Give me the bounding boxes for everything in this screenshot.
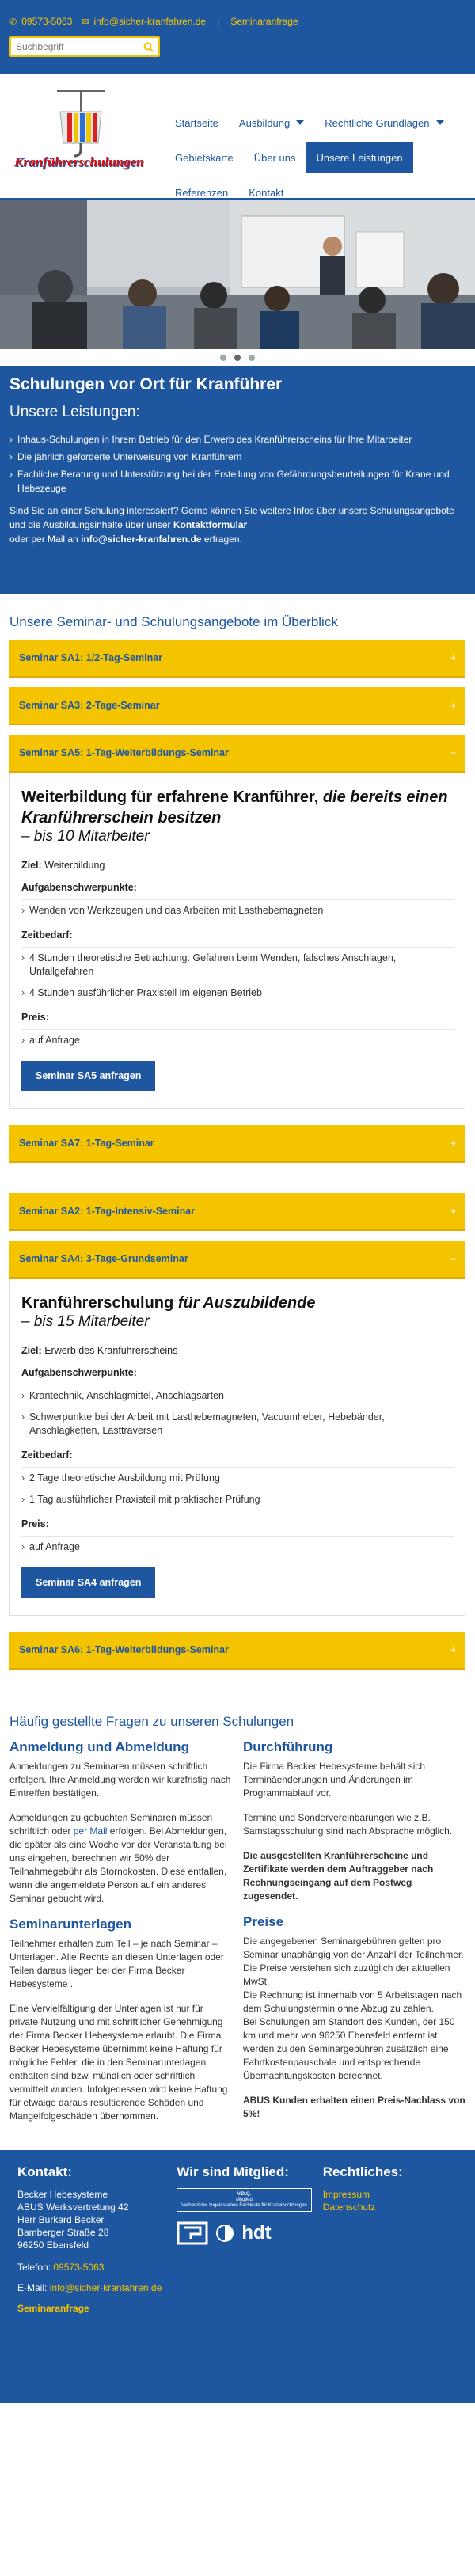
vdq-logo: V.D.Q. Mitglied Verband der zugelassenen Fachleute für Kraneinrichtungen (177, 2188, 311, 2212)
durchfuehrung-heading: Durchführung (243, 1739, 333, 1754)
plus-icon: + (450, 1206, 456, 1217)
footer-legal-title: Rechtliches: (322, 2164, 403, 2179)
sa5-aufgaben-list (21, 899, 454, 921)
accordion-sa4 (10, 1241, 466, 1616)
list-item: › auf Anfrage (21, 1030, 454, 1051)
mail-icon: ✉ (82, 17, 89, 27)
accordion-header-sa3[interactable]: Seminar SA3: 2-Tage-Seminar + (10, 687, 466, 725)
durchfuehrung-text-2: Termine und Sondervereinbarungen wie z.B. Samstagsschulung sind nach Absprache möglich. (243, 1812, 453, 1837)
site-footer (0, 2150, 475, 2403)
accordion-sa5 (10, 735, 466, 1109)
sa5-preis-label: Preis: (21, 1012, 49, 1023)
preise-text-2: Die Rechnung ist innerhalb von 5 Arbeitstagen nach dem Schulungstermin ohne Abzug zu zahlen. (243, 1989, 462, 2014)
accordion-body-sa5 (10, 773, 466, 1109)
seminar-request-link[interactable]: Seminaranfrage (230, 16, 298, 27)
accordion-body-sa4 (10, 1279, 466, 1616)
sa4-subheading: – bis 15 Mitarbeiter (21, 1313, 150, 1330)
footer-contact (17, 2164, 165, 2403)
footer-phone-link[interactable]: 09573-5063 (53, 2262, 104, 2273)
accordion-header-sa7[interactable]: Seminar SA7: 1-Tag-Seminar + (10, 1125, 466, 1163)
list-item: › 1 Tag ausführlicher Praxisteil mit praktischer Prüfung (21, 1489, 454, 1510)
sa4-request-button[interactable]: Seminar SA4 anfragen (21, 1567, 155, 1598)
footer-seminar-link[interactable]: Seminaranfrage (17, 2303, 89, 2314)
plus-icon: + (450, 652, 456, 663)
accordion-sa3 (10, 687, 466, 725)
accordion-sa7 (10, 1125, 466, 1163)
offers-title: Unsere Seminar- und Schulungsangebote im Überblick (10, 614, 338, 629)
accordion-sa1 (10, 640, 466, 678)
phone-link[interactable]: 09573-5063 (21, 16, 73, 27)
footer-mail: E-Mail: info@sicher-kranfahren.de (17, 2282, 162, 2293)
faq-right-column (243, 1739, 466, 2134)
footer-member-title: Wir sind Mitglied: (177, 2164, 289, 2179)
list-item: › Wenden von Werkzeugen und das Arbeiten mit Lasthebemagneten (21, 900, 454, 921)
unterlagen-text-2: Eine Vervielfältigung der Unterlagen ist nur für private Nutzung und mit schriftlicher Genehmigung der Firma Becker Hebesysteme erlaubt. Die Firma Becker Hebesysteme übernimmt keine Haftung für mögliche Fehler, die in den Seminarunterlagen enthalten sind bzw. mündlich oder schriftlich vermittelt wurden. Infolgedessen wird keine Haftung für etwaige daraus resultierende Schäden und Mangelfolgeschäden übernommen. (10, 2003, 228, 2122)
sa5-zeit-list (21, 947, 454, 1004)
footer-membership (177, 2164, 311, 2403)
nav-item-ueber-uns[interactable]: Über uns (253, 151, 296, 164)
footer-seminar (17, 2302, 165, 2315)
contact-row (10, 9, 466, 33)
accordion-sa2 (10, 1193, 466, 1231)
nav-item-referenzen[interactable]: Referenzen (175, 186, 229, 199)
nav-item-ausbildung[interactable]: Ausbildung (229, 107, 314, 139)
offers-section (0, 594, 475, 1670)
plus-icon: + (450, 700, 456, 711)
durchfuehrung-text-1: Die Firma Becker Hebesysteme behält sich Termināenderungen und Änderungen im Programmablauf vor. (243, 1761, 426, 1799)
preise-text-1: Die angegebenen Seminargebühren gelten pro Seminar unabhängig von der Anzahl der Teilnehmer. Die Preise verstehen sich zuzüglich der aktuellen MwSt. (243, 1936, 464, 1987)
accordion-header-sa6[interactable]: Seminar SA6: 1-Tag-Weiterbildungs-Seminar + (10, 1632, 466, 1670)
logo[interactable] (10, 88, 152, 187)
main-nav (152, 88, 466, 198)
sa5-subheading: – bis 10 Mitarbeiter (21, 828, 150, 845)
slider-dot[interactable] (249, 355, 255, 361)
sa5-request-button[interactable]: Seminar SA5 anfragen (21, 1061, 155, 1091)
crane-hook-icon (10, 88, 152, 187)
footer-address: Becker Hebesysteme ABUS Werksvertretung 42 Herr Burkard Becker Bamberger Straße 28 96250 Ebensfeld (17, 2189, 129, 2251)
search-icon (143, 42, 154, 52)
list-item: › Fachliche Beratung und Unterstützung bei der Erstellung von Gefährdungsbeurteilungen für Krane und Hebezeuge (10, 467, 466, 496)
search-button[interactable] (138, 38, 158, 55)
sa5-heading: Weiterbildung für erfahrene Kranführer, die bereits einen Kranführerschein besitzen (21, 788, 448, 826)
intro-title: Schulungen vor Ort für Kranführer (10, 375, 283, 393)
unterlagen-text-1: Teilnehmer erhalten zum Teil – je nach Seminar – Unterlagen. Alle Rechte an diesen Unterlagen oder Teilen daraus liegen bei der Firma Becker Hebesysteme . (10, 1938, 224, 1989)
faq-title: Häufig gestellte Fragen zu unseren Schulungen (10, 1714, 294, 1729)
top-bar (0, 0, 475, 74)
durchfuehrung-text-3: Die ausgestellten Kranführerscheine und Zertifikate werden dem Auftraggeber nach Rechnungseingang auf dem Postweg zugesendet. (243, 1850, 434, 1902)
nav-item-rechtliche-grundlagen[interactable]: Rechtliche Grundlagen (314, 107, 454, 139)
contact-form-link[interactable]: Kontaktformular (173, 519, 248, 530)
slider-dot[interactable] (220, 355, 226, 361)
separator: | (217, 16, 220, 27)
sa4-aufgaben-label: Aufgabenschwerpunkte: (21, 1367, 137, 1378)
nav-item-kontakt[interactable]: Kontakt (249, 186, 284, 199)
anmeldung-heading: Anmeldung und Abmeldung (10, 1739, 189, 1754)
accordion-header-sa5[interactable]: Seminar SA5: 1-Tag-Weiterbildungs-Seminar − (10, 735, 466, 773)
chevron-down-icon (296, 120, 304, 125)
intro-text: Sind Sie an einer Schulung interessiert? Gerne können Sie weitere Infos über unsere Schulungsangebote und die Ausbildungsinhalte über unser Kontaktformular oder per Mail an info@sicher-kranfahren.de erfragen. (10, 505, 454, 545)
footer-contact-title: Kontakt: (17, 2164, 72, 2179)
accordion-header-sa2[interactable]: Seminar SA2: 1-Tag-Intensiv-Seminar + (10, 1193, 466, 1231)
plus-icon: + (450, 1138, 456, 1149)
list-item: › Schwerpunkte bei der Arbeit mit Lasthebemagneten, Vacuumheber, Hebebänder, Anschlagketten, Lasttraversen (21, 1407, 454, 1442)
list-item: › Krantechnik, Anschlagmittel, Anschlagsarten (21, 1385, 454, 1407)
intro-section (0, 366, 475, 594)
chevron-down-icon (436, 120, 444, 125)
list-item: › Die jährlich geforderte Unterweisung von Kranführern (10, 450, 466, 464)
unterlagen-heading: Seminarunterlagen (10, 1917, 131, 1932)
anmeldung-text-1: Anmeldungen zu Seminaren müssen schriftlich erfolgen. Ihre Anmeldung werden wir kurzfristig nach Eintreffen bestätigen. (10, 1761, 231, 1799)
sa4-zeit-list (21, 1467, 454, 1510)
sa4-zeit-label: Zeitbedarf: (21, 1449, 73, 1461)
services-list (10, 432, 466, 496)
accordion-header-sa1[interactable]: Seminar SA1: 1/2-Tag-Seminar + (10, 640, 466, 678)
list-item: › 4 Stunden theoretische Betrachtung: Gefahren beim Wenden, falsches Anschlagen, Unfallgefahren (21, 948, 454, 982)
minus-icon: − (450, 1253, 456, 1264)
accordion-header-sa4[interactable]: Seminar SA4: 3-Tage-Grundseminar − (10, 1241, 466, 1279)
faq-columns (10, 1739, 466, 2134)
datenschutz-link[interactable]: Datenschutz (322, 2202, 376, 2213)
site-header (0, 74, 475, 200)
preise-heading: Preise (243, 1914, 284, 1929)
member-logos (177, 2220, 311, 2247)
impressum-link[interactable]: Impressum (322, 2189, 370, 2200)
hdt-logo-text: hdt (241, 2222, 272, 2244)
list-item: › Inhaus-Schulungen in Ihrem Betrieb für den Erwerb des Kranführerscheins für Ihre Mitarbeiter (10, 432, 466, 446)
footer-legal (323, 2164, 458, 2403)
faq-mail-link[interactable]: per Mail (73, 1826, 108, 1837)
intro-mail-link[interactable]: info@sicher-kranfahren.de (81, 534, 202, 545)
sa5-preis-list (21, 1029, 454, 1051)
faq-section (0, 1679, 475, 2150)
slider-dots (0, 349, 475, 366)
footer-phone: Telefon: 09573-5063 (17, 2262, 104, 2273)
email-link[interactable]: info@sicher-kranfahren.de (93, 16, 207, 27)
sa4-heading: Kranführerschulung für Auszubildende (21, 1294, 316, 1312)
sa4-preis-label: Preis: (21, 1518, 49, 1529)
sa4-ziel: Ziel: Erwerb des Kranführerscheins (21, 1345, 178, 1356)
hero-image (0, 200, 475, 349)
plus-icon: + (450, 1644, 456, 1655)
logo-text: Kranführerschulungen (14, 154, 144, 169)
phone-icon: ✆ (10, 17, 17, 27)
list-item: › 4 Stunden ausführlicher Praxisteil im eigenen Betrieb (21, 982, 454, 1004)
search-input[interactable] (11, 41, 138, 52)
nav-item-startseite[interactable]: Startseite (175, 116, 218, 129)
nav-item-unsere-leistungen[interactable]: Unsere Leistungen (306, 142, 412, 173)
seminar-photo (0, 200, 475, 349)
preise-text-3: Bei Schulungen am Standort des Kunden, der 150 km und mehr von 96250 Ebensfeld entfernt ist, werden zu den Seminargebühren zusätzlich eine Fahrtkostenpauschale und entsprechende Übernachtungskosten berechnet. (243, 2016, 455, 2081)
sa5-ziel: Ziel: Weiterbildung (21, 860, 105, 871)
footer-mail-link[interactable]: info@sicher-kranfahren.de (49, 2282, 162, 2293)
slider-dot-active[interactable] (234, 355, 241, 361)
search-box (10, 36, 160, 57)
sa4-preis-list (21, 1536, 454, 1558)
certification-logo (177, 2220, 208, 2247)
anmeldung-text-2: Abmeldungen zu gebuchten Seminaren müssen schriftlich oder per Mail erfolgen. Bei Abmeldungen, die später als eine Woche vor der Veranstaltung bei uns eingehen, berechnen wir 50% der Teilnahmegebühr als Stornokosten. Diese entfallen, wenn die angemeldete Person auf ein anderes Seminar gebucht wird. (10, 1812, 227, 1904)
faq-left-column (10, 1739, 232, 2134)
hdt-logo-mark (216, 2225, 234, 2242)
minus-icon: − (450, 747, 456, 758)
sa5-aufgaben-label: Aufgabenschwerpunkte: (21, 882, 137, 893)
preise-text-4: ABUS Kunden erhalten einen Preis-Nachlass von 5%! (243, 2095, 466, 2119)
sa4-aufgaben-list (21, 1385, 454, 1442)
list-item: › auf Anfrage (21, 1537, 454, 1558)
nav-item-gebietskarte[interactable]: Gebietskarte (175, 151, 234, 164)
accordion-sa6 (10, 1632, 466, 1670)
sa5-zeit-label: Zeitbedarf: (21, 929, 73, 940)
intro-subtitle: Unsere Leistungen: (10, 404, 140, 420)
list-item: › 2 Tage theoretische Ausbildung mit Prüfung (21, 1468, 454, 1489)
